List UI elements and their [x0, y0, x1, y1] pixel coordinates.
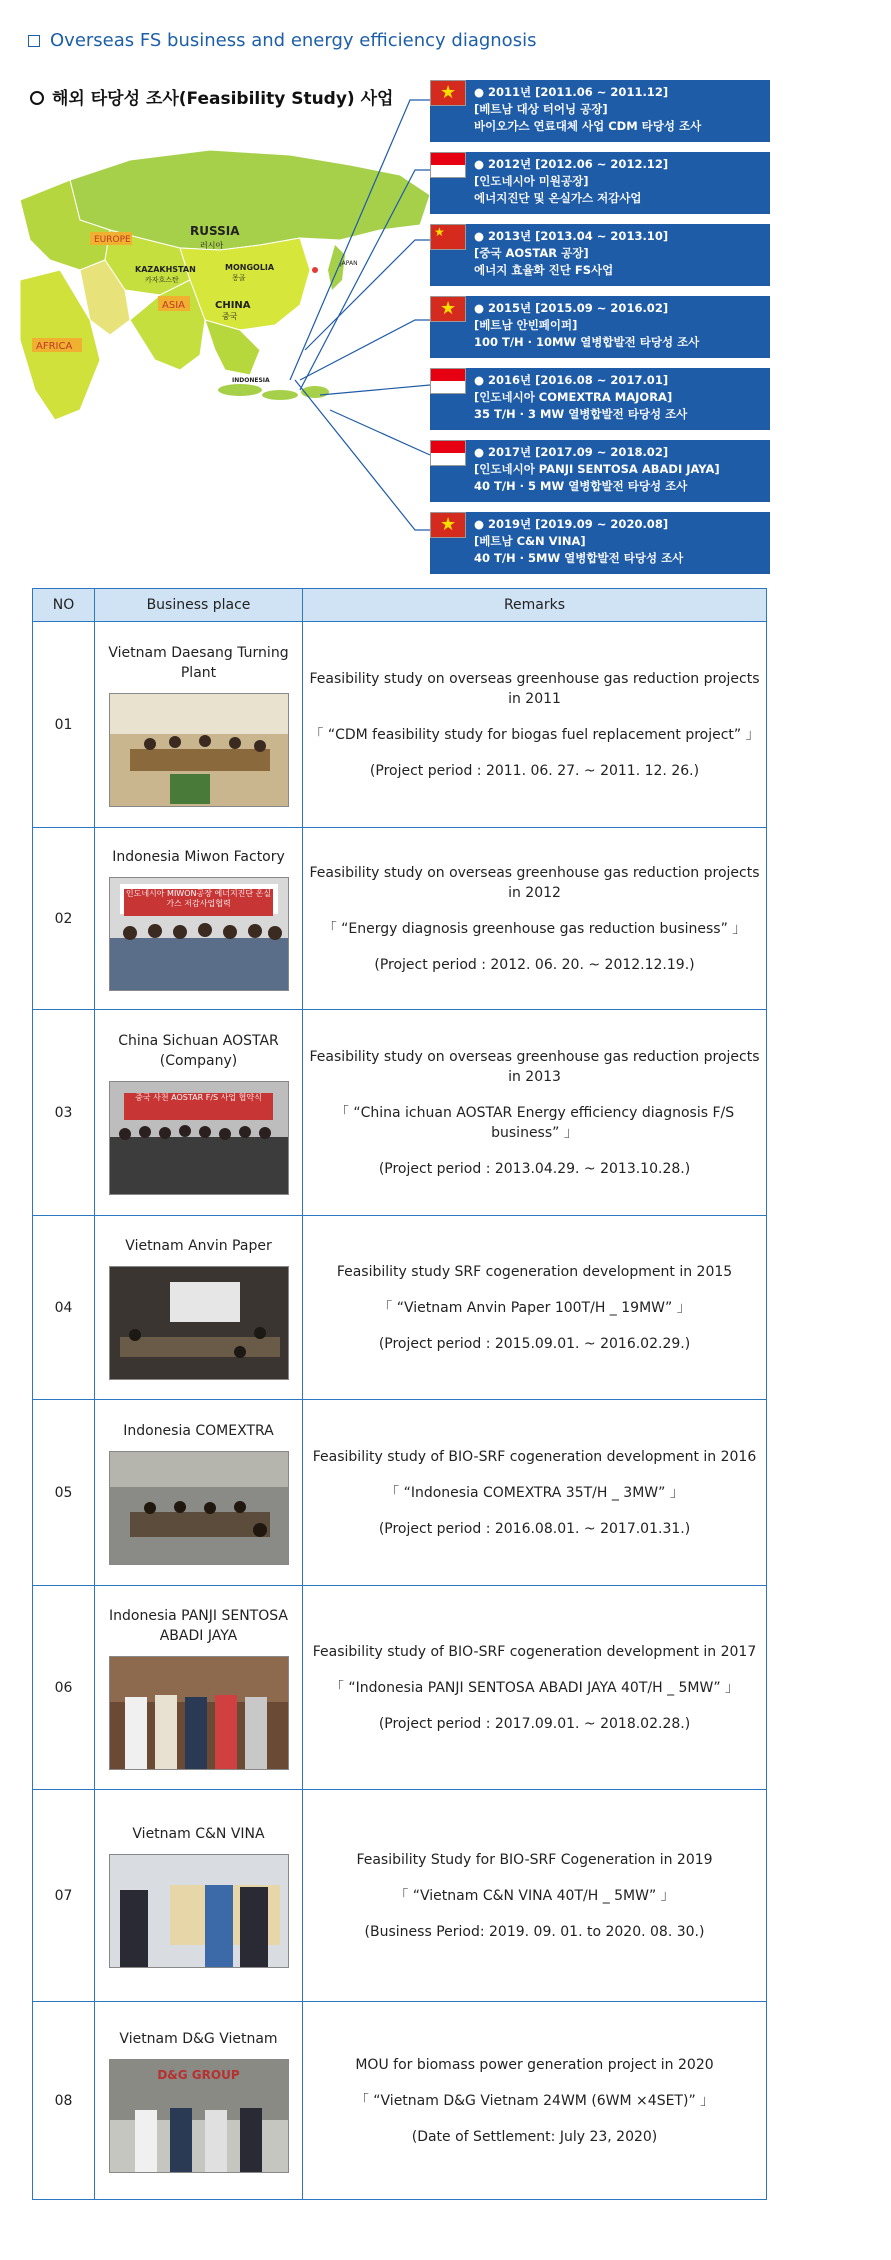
- place-name: China Sichuan AOSTAR (Company): [118, 1032, 279, 1069]
- business-place-cell: [95, 1216, 303, 1400]
- remark-project: 「 “Energy diagnosis greenhouse gas reduction business” 」: [322, 920, 747, 937]
- project-item: [430, 440, 770, 502]
- table-row: [33, 1216, 767, 1400]
- project-line3: 40 T/H · 5MW 열병합발전 타당성 조사: [474, 551, 684, 565]
- project-line1: ● 2019년 [2019.09 ~ 2020.08]: [474, 517, 669, 531]
- remarks-cell: [303, 828, 767, 1010]
- project-box: [430, 296, 770, 358]
- project-box: [430, 152, 770, 214]
- project-box: [430, 440, 770, 502]
- table-row: [33, 1400, 767, 1586]
- label-europe: EUROPE: [94, 235, 131, 245]
- remark-period: (Project period : 2017.09.01. ~ 2018.02.28.): [378, 1715, 691, 1732]
- label-russia-ko: 러시아: [200, 241, 224, 250]
- section-heading: [28, 30, 536, 51]
- project-box: [430, 512, 770, 574]
- remark-period: (Project period : 2016.08.01. ~ 2017.01.31.): [378, 1520, 691, 1537]
- business-place-cell: [95, 2002, 303, 2200]
- business-place-cell: [95, 622, 303, 828]
- label-china: CHINA: [215, 300, 251, 311]
- table-row: [33, 1586, 767, 1790]
- circle-bullet-icon: [30, 91, 44, 105]
- remarks-cell: [303, 1010, 767, 1216]
- remark-project: 「 “Vietnam D&G Vietnam 24WM (6WM ×4SET)” 」: [354, 2092, 715, 2109]
- group-photo: [109, 2059, 289, 2173]
- japan-region: [328, 245, 345, 290]
- project-line1: ● 2015년 [2015.09 ~ 2016.02]: [474, 301, 669, 315]
- remark-title: Feasibility study SRF cogeneration development in 2015: [336, 1263, 733, 1280]
- table-row: [33, 828, 767, 1010]
- label-japan: JAPAN: [340, 260, 358, 267]
- subheading-text: 해외 타당성 조사(Feasibility Study) 사업: [52, 89, 394, 109]
- remarks-cell: [303, 2002, 767, 2200]
- photo-sign: D&G GROUP: [157, 2068, 240, 2083]
- china-flag-icon: [430, 224, 466, 250]
- business-place-cell: [95, 1790, 303, 2002]
- vietnam-flag-icon: [430, 80, 466, 106]
- place-name: Indonesia COMEXTRA: [123, 1422, 274, 1439]
- remark-project: 「 “Vietnam Anvin Paper 100T/H _ 19MW” 」: [378, 1299, 691, 1316]
- project-box: [430, 80, 770, 142]
- remarks-cell: [303, 1400, 767, 1586]
- remark-title: Feasibility study of BIO-SRF cogeneration development in 2017: [312, 1643, 757, 1660]
- place-name: Vietnam Anvin Paper: [125, 1237, 272, 1254]
- place-name: Indonesia Miwon Factory: [112, 848, 285, 865]
- meeting-photo: [109, 693, 289, 807]
- vietnam-flag-icon: [430, 512, 466, 538]
- remark-title: Feasibility study on overseas greenhouse gas reduction projects in 2011: [309, 670, 760, 707]
- row-no: 02: [33, 828, 95, 1010]
- remark-title: MOU for biomass power generation project in 2020: [355, 2056, 714, 2073]
- label-mongolia-ko: 몽골: [232, 274, 246, 282]
- remark-period: (Project period : 2011. 06. 27. ~ 2011. 12. 26.): [369, 762, 700, 779]
- project-line3: 에너지진단 및 온실가스 저감사업: [474, 191, 642, 205]
- asia-map: [10, 120, 430, 450]
- project-line1: ● 2013년 [2013.04 ~ 2013.10]: [474, 229, 669, 243]
- label-kazakhstan-ko: 카자흐스탄: [145, 276, 179, 284]
- table-row: [33, 1010, 767, 1216]
- remark-project: 「 “Vietnam C&N VINA 40T/H _ 5MW” 」: [394, 1887, 675, 1904]
- remarks-cell: [303, 1586, 767, 1790]
- subheading: [30, 84, 393, 109]
- business-table: [32, 588, 767, 2200]
- table-row: [33, 2002, 767, 2200]
- remark-project: 「 “China ichuan AOSTAR Energy efficiency diagnosis F/S business” 」: [334, 1104, 735, 1141]
- project-box: [430, 368, 770, 430]
- label-africa: AFRICA: [36, 341, 73, 352]
- place-name: Vietnam C&N VINA: [132, 1825, 265, 1842]
- south-asia-region: [130, 280, 205, 370]
- header-business-place: Business place: [95, 589, 303, 622]
- project-item: [430, 296, 770, 358]
- remark-period: (Business Period: 2019. 09. 01. to 2020. 08. 30.): [364, 1923, 705, 1940]
- project-box: [430, 224, 770, 286]
- remark-period: (Project period : 2013.04.29. ~ 2013.10.28.): [378, 1160, 691, 1177]
- remark-title: Feasibility study on overseas greenhouse gas reduction projects in 2013: [309, 1048, 760, 1085]
- place-name: Vietnam D&G Vietnam: [119, 2030, 278, 2047]
- remark-title: Feasibility study of BIO-SRF cogeneration development in 2016: [312, 1448, 757, 1465]
- project-line2: [인도네시아 PANJI SENTOSA ABADI JAYA]: [474, 462, 720, 476]
- project-line2: [베트남 대상 터어닝 공장]: [474, 102, 608, 116]
- project-line3: 바이오가스 연료대체 사업 CDM 타당성 조사: [474, 119, 702, 133]
- project-line3: 35 T/H · 3 MW 열병합발전 타당성 조사: [474, 407, 688, 421]
- project-item: [430, 512, 770, 574]
- label-china-ko: 중국: [222, 312, 238, 321]
- remarks-cell: [303, 1790, 767, 2002]
- meeting-photo: [109, 1451, 289, 1565]
- remarks-cell: [303, 622, 767, 828]
- remark-project: 「 “Indonesia PANJI SENTOSA ABADI JAYA 40T/H _ 5MW” 」: [329, 1679, 740, 1696]
- label-kazakhstan: KAZAKHSTAN: [135, 265, 196, 274]
- project-line3: 100 T/H · 10MW 열병합발전 타당성 조사: [474, 335, 700, 349]
- table-header-row: [33, 589, 767, 622]
- photo-banner: 인도네시아 MIWON공장 에너지진단 온실가스 저감사업협력: [124, 889, 274, 916]
- row-no: 06: [33, 1586, 95, 1790]
- label-asia: ASIA: [162, 300, 185, 311]
- project-line2: [베트남 C&N VINA]: [474, 534, 586, 548]
- project-line3: 40 T/H · 5 MW 열병합발전 타당성 조사: [474, 479, 688, 493]
- project-line1: ● 2017년 [2017.09 ~ 2018.02]: [474, 445, 669, 459]
- label-russia: RUSSIA: [190, 224, 240, 238]
- business-place-cell: [95, 1586, 303, 1790]
- project-line2: [중국 AOSTAR 공장]: [474, 246, 589, 260]
- project-item: [430, 224, 770, 286]
- label-indonesia: INDONESIA: [232, 377, 270, 384]
- remark-period: (Project period : 2012. 06. 20. ~ 2012.12.19.): [374, 956, 695, 973]
- photo-banner: 중국 사천 AOSTAR F/S 사업 협약식: [124, 1093, 274, 1120]
- indonesia-flag-icon: [430, 152, 466, 178]
- row-no: 03: [33, 1010, 95, 1216]
- remark-project: 「 “Indonesia COMEXTRA 35T/H _ 3MW” 」: [385, 1484, 684, 1501]
- group-photo: [109, 1081, 289, 1195]
- row-no: 01: [33, 622, 95, 828]
- project-item: [430, 368, 770, 430]
- group-photo: [109, 1854, 289, 1968]
- project-line1: ● 2011년 [2011.06 ~ 2011.12]: [474, 85, 669, 99]
- remark-period: (Date of Settlement: July 23, 2020): [411, 2128, 658, 2145]
- place-name: Indonesia PANJI SENTOSA ABADI JAYA: [109, 1607, 288, 1644]
- remark-project: 「 “CDM feasibility study for biogas fuel replacement project” 」: [309, 726, 760, 743]
- label-mongolia: MONGOLIA: [225, 263, 275, 272]
- table-row: [33, 1790, 767, 2002]
- vietnam-flag-icon: [430, 296, 466, 322]
- group-photo: [109, 1656, 289, 1770]
- project-line2: [인도네시아 COMEXTRA MAJORA]: [474, 390, 673, 404]
- remarks-cell: [303, 1216, 767, 1400]
- table-row: [33, 622, 767, 828]
- square-bullet-icon: [28, 35, 40, 47]
- place-name: Vietnam Daesang Turning Plant: [108, 644, 289, 681]
- project-line3: 에너지 효율화 진단 FS사업: [474, 263, 614, 277]
- remark-title: Feasibility study on overseas greenhouse gas reduction projects in 2012: [309, 864, 760, 901]
- business-place-cell: [95, 1010, 303, 1216]
- row-no: 04: [33, 1216, 95, 1400]
- business-place-cell: [95, 1400, 303, 1586]
- row-no: 08: [33, 2002, 95, 2200]
- remark-title: Feasibility Study for BIO-SRF Cogeneration in 2019: [356, 1851, 713, 1868]
- indonesia-flag-icon: [430, 440, 466, 466]
- indonesia-flag-icon: [430, 368, 466, 394]
- project-item: [430, 80, 770, 142]
- meeting-photo: [109, 1266, 289, 1380]
- row-no: 07: [33, 1790, 95, 2002]
- header-remarks: Remarks: [303, 589, 767, 622]
- project-line1: ● 2016년 [2016.08 ~ 2017.01]: [474, 373, 669, 387]
- group-photo: [109, 877, 289, 991]
- project-item: [430, 152, 770, 214]
- header-no: NO: [33, 589, 95, 622]
- business-place-cell: [95, 828, 303, 1010]
- remark-period: (Project period : 2015.09.01. ~ 2016.02.29.): [378, 1335, 691, 1352]
- project-line2: [인도네시아 미원공장]: [474, 174, 589, 188]
- project-line2: [베트남 안빈페이퍼]: [474, 318, 578, 332]
- project-line1: ● 2012년 [2012.06 ~ 2012.12]: [474, 157, 669, 171]
- section-heading-text: Overseas FS business and energy efficiency diagnosis: [50, 30, 537, 51]
- row-no: 05: [33, 1400, 95, 1586]
